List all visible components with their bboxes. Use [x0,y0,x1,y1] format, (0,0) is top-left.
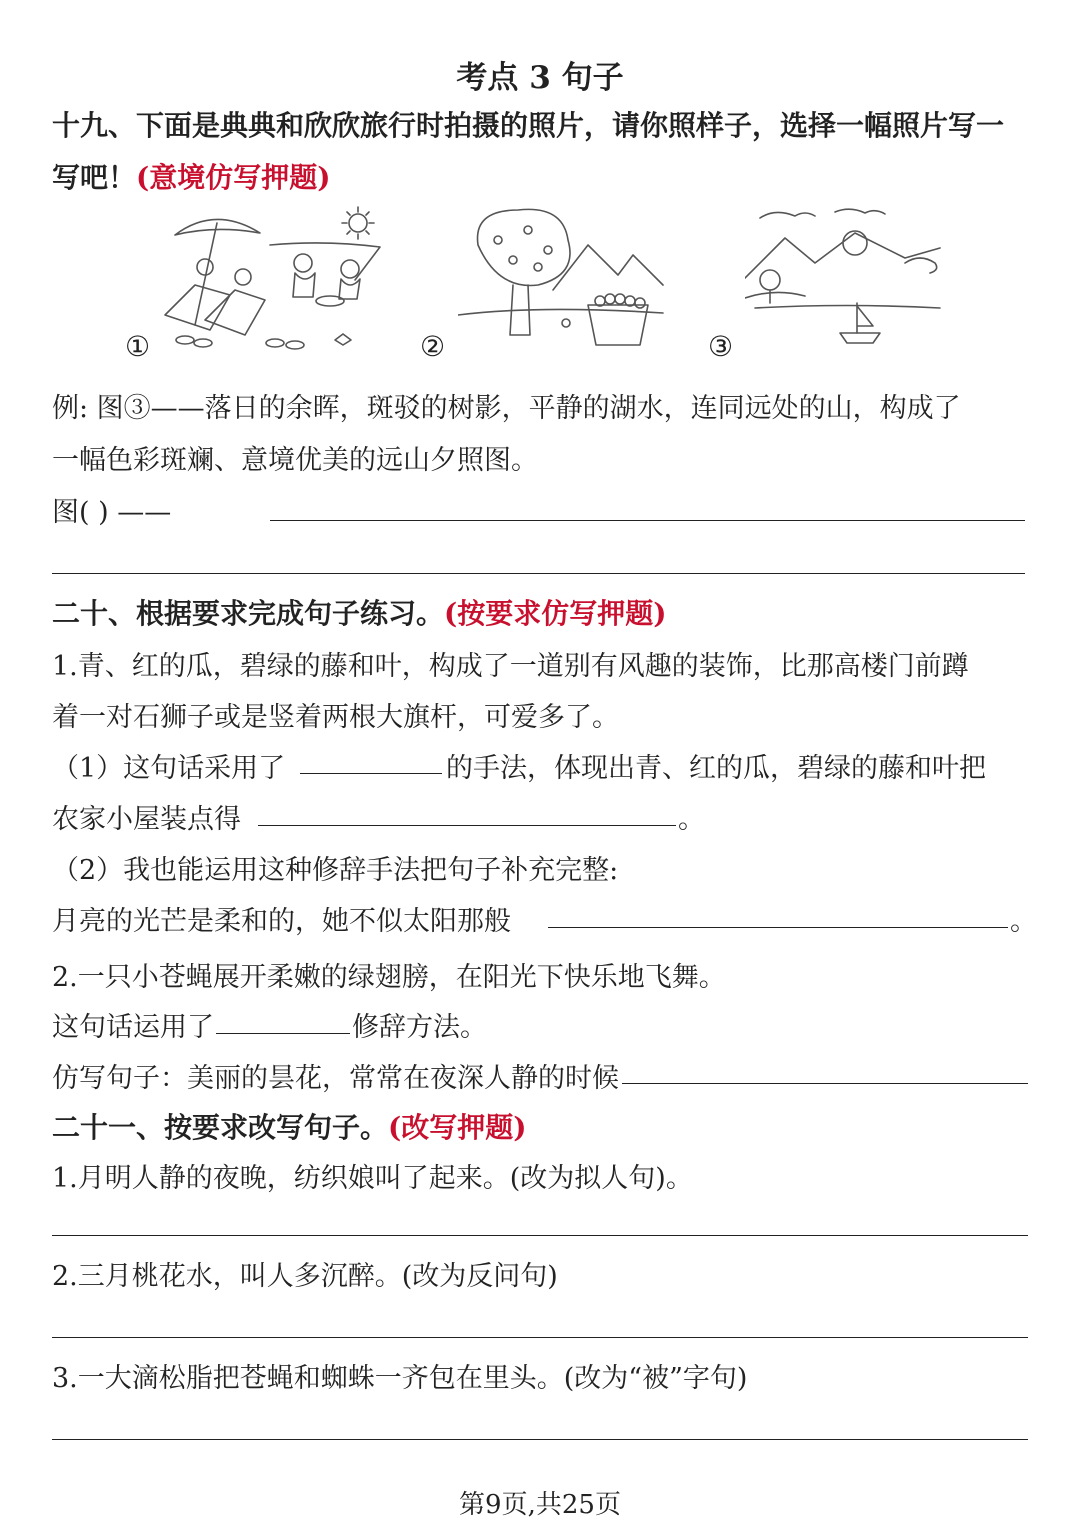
page-title: 考点 3 句子 [456,60,624,96]
q21-heading-text: 二十一、按要求改写句子。 [52,1111,389,1144]
q19-instruction-line1: 十九、下面是典典和欣欣旅行时拍摄的照片，请你照样子，选择一幅照片写一 [52,109,1005,142]
q20-sub1-b: 的手法，体现出青、红的瓜，碧绿的藤和叶把 [446,753,986,784]
q20-sub2: （2）我也能运用这种修辞手法把句子补充完整: [52,855,619,886]
beach-picture [155,205,395,355]
q20-sub1-c: 农家小屋装点得 [52,804,241,835]
q20-sub1-end: 。 [678,804,705,835]
q20-heading-text: 二十、根据要求完成句子练习。 [52,597,445,630]
item2-blank[interactable] [216,1033,350,1034]
q21-answer-line-3[interactable] [52,1439,1028,1440]
picture-1-label: ① [125,330,151,363]
page-number: 第9页,共25页 [459,1490,621,1520]
sub2-blank[interactable] [548,927,1008,928]
q21-answer-line-1[interactable] [52,1235,1028,1236]
apple-tree-picture [458,205,668,355]
q21-heading [52,1106,527,1146]
q21-tag: (改写押题) [388,1111,527,1144]
q20-item1-line2: 着一对石狮子或是竖着两根大旗杆，可爱多了。 [52,702,619,733]
example-line2: 一幅色彩斑斓、意境优美的远山夕照图。 [52,445,538,476]
q20-item2-a: 这句话运用了 [52,1012,214,1043]
sub1-blank-2[interactable] [258,825,676,826]
q21-answer-line-2[interactable] [52,1337,1028,1338]
q20-tag: (按要求仿写押题) [444,597,667,630]
q19-instruction-line2 [52,156,331,196]
q21-item2: 2.三月桃花水，叫人多沉醉。(改为反问句) [52,1261,558,1292]
picture-3-label: ③ [708,330,734,363]
sunset-landscape-picture [745,208,945,348]
q20-item2-imitate: 仿写句子：美丽的昙花，常常在夜深人静的时候 [52,1063,619,1094]
answer-prefix: 图( ) —— [52,497,172,528]
q19-line2-text: 写吧！ [52,161,137,194]
example-line1: 例: 图③——落日的余晖，斑驳的树影，平静的湖水，连同远处的山，构成了 [52,393,961,424]
answer-line-1[interactable] [270,520,1025,521]
q19-tag: (意境仿写押题) [136,161,331,194]
q20-sub2-sentence: 月亮的光芒是柔和的，她不似太阳那般 [52,906,511,937]
q20-sub2-end: 。 [1010,906,1037,937]
q21-item1: 1.月明人静的夜晚，纺织娘叫了起来。(改为拟人句)。 [52,1163,693,1194]
q21-item3: 3.一大滴松脂把苍蝇和蜘蛛一齐包在里头。(改为“被”字句) [52,1363,748,1394]
picture-2-label: ② [420,330,446,363]
sub1-blank-1[interactable] [300,773,442,774]
q20-heading [52,592,667,632]
q20-item2-line1: 2.一只小苍蝇展开柔嫩的绿翅膀，在阳光下快乐地飞舞。 [52,962,726,993]
answer-line-2[interactable] [52,573,1025,574]
q20-item2-b: 修辞方法。 [352,1012,487,1043]
imitate-blank[interactable] [622,1083,1028,1084]
q20-item1-line1: 1.青、红的瓜，碧绿的藤和叶，构成了一道别有风趣的装饰，比那高楼门前蹲 [52,651,969,682]
q20-sub1-a: （1）这句话采用了 [52,753,286,784]
